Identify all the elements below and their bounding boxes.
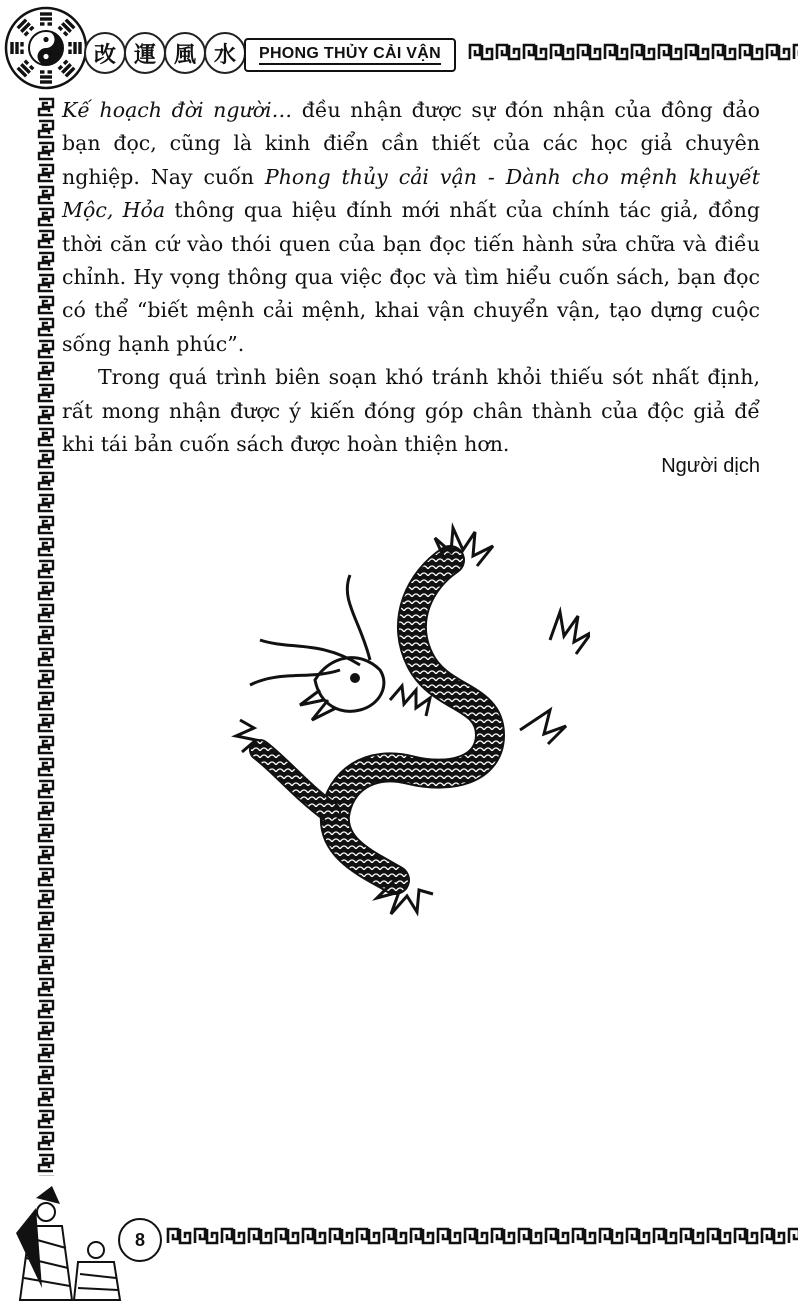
- paragraph-1: [62, 94, 760, 361]
- header-title-box: [244, 38, 456, 72]
- header-char-1: 改: [84, 32, 126, 74]
- page-number: 8: [118, 1218, 162, 1262]
- scholar-figures-illustration: [6, 1178, 124, 1304]
- yin-yang-bagua-icon: [4, 6, 88, 90]
- header-title: PHONG THỦY CẢI VẬN: [259, 45, 441, 65]
- header-char-2: 運: [124, 32, 166, 74]
- paragraph-2: Trong quá trình biên soạn khó tránh khỏi thiếu sót nhất định, rất mong nhận được ý kiến đóng góp chân thành của độc giả để khi tái bản cuốn sách được hoàn thiện hơn.: [62, 365, 760, 457]
- page-header: [0, 0, 800, 96]
- left-greek-key-border: [36, 96, 56, 1176]
- p1-book-title: Phong thủy cải vận - Dành cho mệnh khuyết Mộc, Hỏa: [62, 164, 760, 223]
- translator-signature: Người dịch: [661, 455, 760, 477]
- header-char-3: 風: [164, 32, 206, 74]
- p1-lead-italic: Kế hoạch đời người…: [62, 98, 293, 122]
- footer-greek-key-border: [166, 1226, 798, 1246]
- body-text: [62, 94, 760, 461]
- header-greek-key-border: [468, 42, 798, 62]
- p1-text-a: đều nhận được sự đón nhận của đông đảo bạn đọc, cũng là kinh điển cần thiết của các học giả chuyên nghiệp. Nay cuốn: [62, 98, 760, 189]
- p1-text-b: thông qua hiệu đính mới nhất của chính tác giả, đồng thời căn cứ vào thói quen của bạn đọc tiến hành sửa chữa và điều chỉnh. Hy vọng thông qua việc đọc và tìm hiểu cuốn sách, bạn đọc có thể “biết mệnh cải mệnh, khai vận chuyển vận, tạo dựng cuộc sống hạnh phúc”.: [62, 198, 760, 356]
- dragon-illustration: [220, 520, 590, 920]
- header-char-4: 水: [204, 32, 246, 74]
